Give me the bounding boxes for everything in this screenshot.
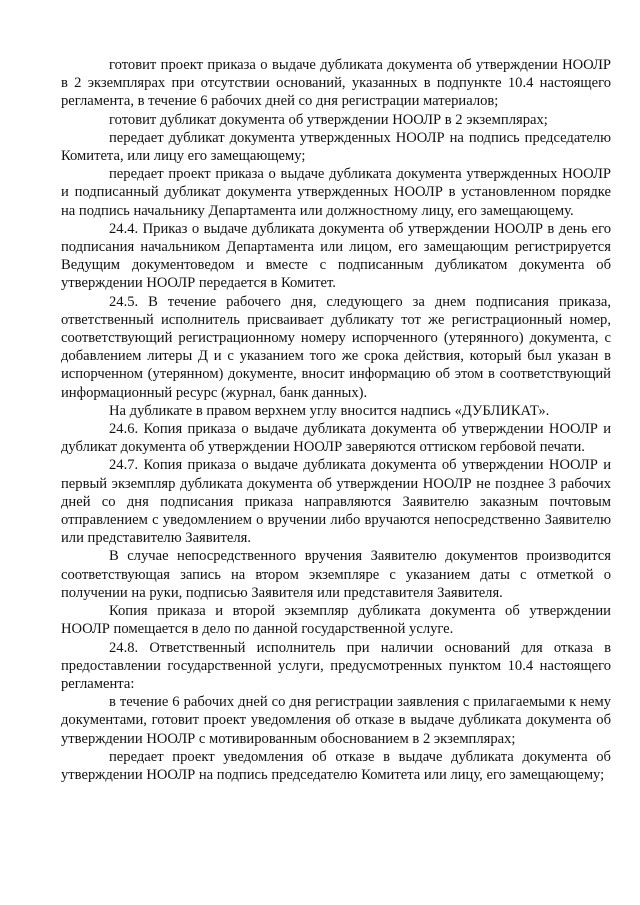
paragraph-24-8: 24.8. Ответственный исполнитель при наличии оснований для отказа в предоставлении государственной услуги, предусмотренных пунктом 10.4 настоящего регламента:: [61, 639, 611, 692]
paragraph-duplicate-stamp-note: На дубликате в правом верхнем углу вносится надпись «ДУБЛИКАТ».: [109, 402, 550, 419]
paragraph-submit-to-department-head: передает проект приказа о выдаче дубликата документа утвержденных НООЛР и подписанный дубликат документа утвержденных НООЛР в установленном порядке на подпись начальнику Департамента или должностному лицу, его замещающему.: [61, 166, 611, 219]
paragraph-copy-filed: Копия приказа и второй экземпляр дубликата документа об утверждении НООЛР помещается в дело по данной государственной услуге.: [61, 603, 611, 638]
paragraph-24-5: 24.5. В течение рабочего дня, следующего за днем подписания приказа, ответственный исполнитель присваивает дубликату тот же регистрационный номер, соответствующий регистрационному номеру испорченного (утерянного) документа, с добавлением литеры Д и с указанием того же срока действия, который был указан в испорченном (утерянном) документе, вносит информацию об этом в соответствующий информационный ресурс (журнал, банк данных).: [61, 293, 611, 401]
paragraph-prepare-order-draft: готовит проект приказа о выдаче дубликата документа об утверждении НООЛР в 2 экземплярах при отсутствии оснований, указанных в подпункте 10.4 настоящего регламента, в течение 6 рабочих дней со дня регистрации материалов;: [61, 57, 611, 110]
paragraph-24-4: 24.4. Приказ о выдаче дубликата документа об утверждении НООЛР в день его подписания начальником Департамента или лицом, его замещающим регистрируется Ведущим документоведом и вместе с подписанным дубликатом документа об утверждении НООЛР передается в Комитет.: [61, 220, 611, 292]
document-page: [61, 56, 611, 784]
paragraph-submit-to-chairman: передает дубликат документа утвержденных НООЛР на подпись председателю Комитета, или лицу его замещающему;: [61, 129, 611, 165]
paragraph-refusal-draft: в течение 6 рабочих дней со дня регистрации заявления с прилагаемыми к нему документами, готовит проект уведомления об отказе в выдаче дубликата документа об утверждении НООЛР с мотивированным обоснованием в 2 экземплярах;: [61, 694, 611, 747]
paragraph-direct-delivery: В случае непосредственного вручения Заявителю документов производится соответствующая запись на втором экземпляре с указанием даты с отметкой о получении на руки, подписью Заявителя или представителя Заявителя.: [61, 548, 611, 601]
paragraph-prepare-duplicate: готовит дубликат документа об утверждении НООЛР в 2 экземплярах;: [109, 111, 548, 128]
paragraph-refusal-submit: передает проект уведомления об отказе в выдаче дубликата документа об утверждении НООЛР на подпись председателю Комитета или лицу, его замещающему;: [61, 748, 611, 783]
paragraph-24-7: 24.7. Копия приказа о выдаче дубликата документа об утверждении НООЛР и первый экземпляр дубликата документа об утверждении НООЛР не позднее 3 рабочих дней со дня подписания приказа направляются Заявителю заказным почтовым отправлением с уведомлением о вручении либо вручаются непосредственно Заявителю или представителю Заявителя.: [61, 457, 611, 547]
paragraph-24-6: 24.6. Копия приказа о выдаче дубликата документа об утверждении НООЛР и дубликат документа об утверждении НООЛР заверяются оттиском гербовой печати.: [61, 421, 611, 456]
